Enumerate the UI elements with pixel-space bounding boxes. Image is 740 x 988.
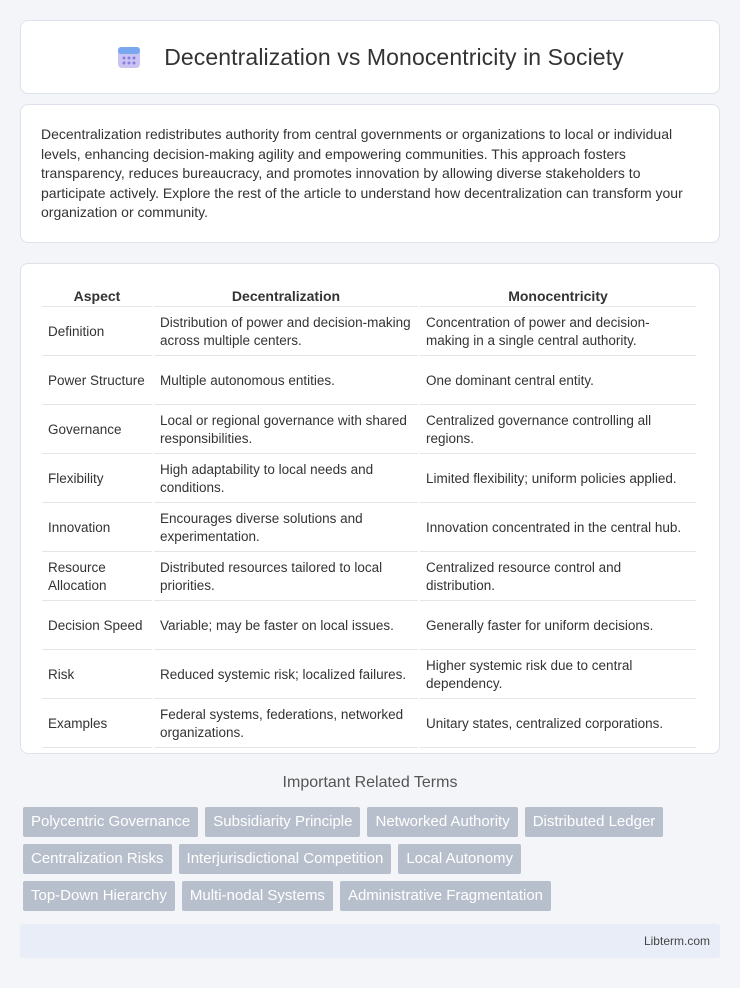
monocentricity-cell: Concentration of power and decision-making in a single central authority. [420,309,696,356]
tag-administrative-fragmentation[interactable]: Administrative Fragmentation [340,881,551,911]
table-header-row [42,286,696,307]
decentralization-cell: Distributed resources tailored to local priorities. [154,554,418,601]
table-row [42,456,696,503]
tag-local-autonomy[interactable]: Local Autonomy [398,844,521,874]
intro-text: Decentralization redistributes authority from central governments or organizations to local or individual levels, enhancing decision-making agility and empowering communities. This approach fosters transparency, reduces bureaucracy, and promotes innovation by allowing diverse stakeholders to participate actively. Explore the rest of the article to understand how decentralization can transform your organization or community. [41,126,683,220]
comparison-table-card [20,263,720,754]
footer [20,924,720,958]
aspect-cell: Governance [42,407,152,454]
table-row [42,309,696,356]
aspect-cell: Definition [42,309,152,356]
monocentricity-cell: Innovation concentrated in the central hub. [420,505,696,552]
tag-polycentric-governance[interactable]: Polycentric Governance [23,807,198,837]
decentralization-cell: Encourages diverse solutions and experimentation. [154,505,418,552]
table-row [42,505,696,552]
table-row [42,358,696,405]
monocentricity-cell: Higher systemic risk due to central dependency. [420,652,696,699]
decentralization-cell: Multiple autonomous entities. [154,358,418,405]
aspect-cell: Decision Speed [42,603,152,650]
column-header-decentralization: Decentralization [154,286,418,307]
monocentricity-cell: One dominant central entity. [420,358,696,405]
decentralization-cell: High adaptability to local needs and conditions. [154,456,418,503]
monocentricity-cell: Generally faster for uniform decisions. [420,603,696,650]
column-header-monocentricity: Monocentricity [420,286,696,307]
tag-networked-authority[interactable]: Networked Authority [367,807,517,837]
table-row [42,554,696,601]
tag-row [23,807,723,837]
monocentricity-cell: Centralized governance controlling all regions. [420,407,696,454]
monocentricity-cell: Centralized resource control and distribution. [420,554,696,601]
aspect-cell: Examples [42,701,152,748]
header-card [20,20,720,94]
footer-site-link[interactable]: Libterm.com [643,934,710,948]
tag-interjurisdictional-competition[interactable]: Interjurisdictional Competition [179,844,392,874]
page-title: Decentralization vs Monocentricity in Society [164,43,624,70]
monocentricity-cell: Limited flexibility; uniform policies applied. [420,456,696,503]
monocentricity-cell: Unitary states, centralized corporations. [420,701,696,748]
comparison-table [40,284,698,750]
tag-subsidiarity-principle[interactable]: Subsidiarity Principle [205,807,360,837]
tag-top-down-hierarchy[interactable]: Top-Down Hierarchy [23,881,175,911]
decentralization-cell: Variable; may be faster on local issues. [154,603,418,650]
aspect-cell: Resource Allocation [42,554,152,601]
aspect-cell: Risk [42,652,152,699]
tag-distributed-ledger[interactable]: Distributed Ledger [525,807,664,837]
aspect-cell: Innovation [42,505,152,552]
aspect-cell: Flexibility [42,456,152,503]
related-terms-heading: Important Related Terms [282,774,458,791]
tag-row [23,844,723,874]
column-header-aspect: Aspect [42,286,152,307]
tag-row [23,881,723,911]
table-row [42,701,696,748]
table-row [42,652,696,699]
table-row [42,407,696,454]
decentralization-cell: Reduced systemic risk; localized failures. [154,652,418,699]
decentralization-cell: Distribution of power and decision-making across multiple centers. [154,309,418,356]
decentralization-cell: Federal systems, federations, networked organizations. [154,701,418,748]
intro-card [20,104,720,243]
tag-centralization-risks[interactable]: Centralization Risks [23,844,172,874]
table-row [42,603,696,650]
calendar-icon [116,44,142,70]
tag-multi-nodal-systems[interactable]: Multi-nodal Systems [182,881,333,911]
related-terms-list [23,807,723,918]
aspect-cell: Power Structure [42,358,152,405]
decentralization-cell: Local or regional governance with shared responsibilities. [154,407,418,454]
